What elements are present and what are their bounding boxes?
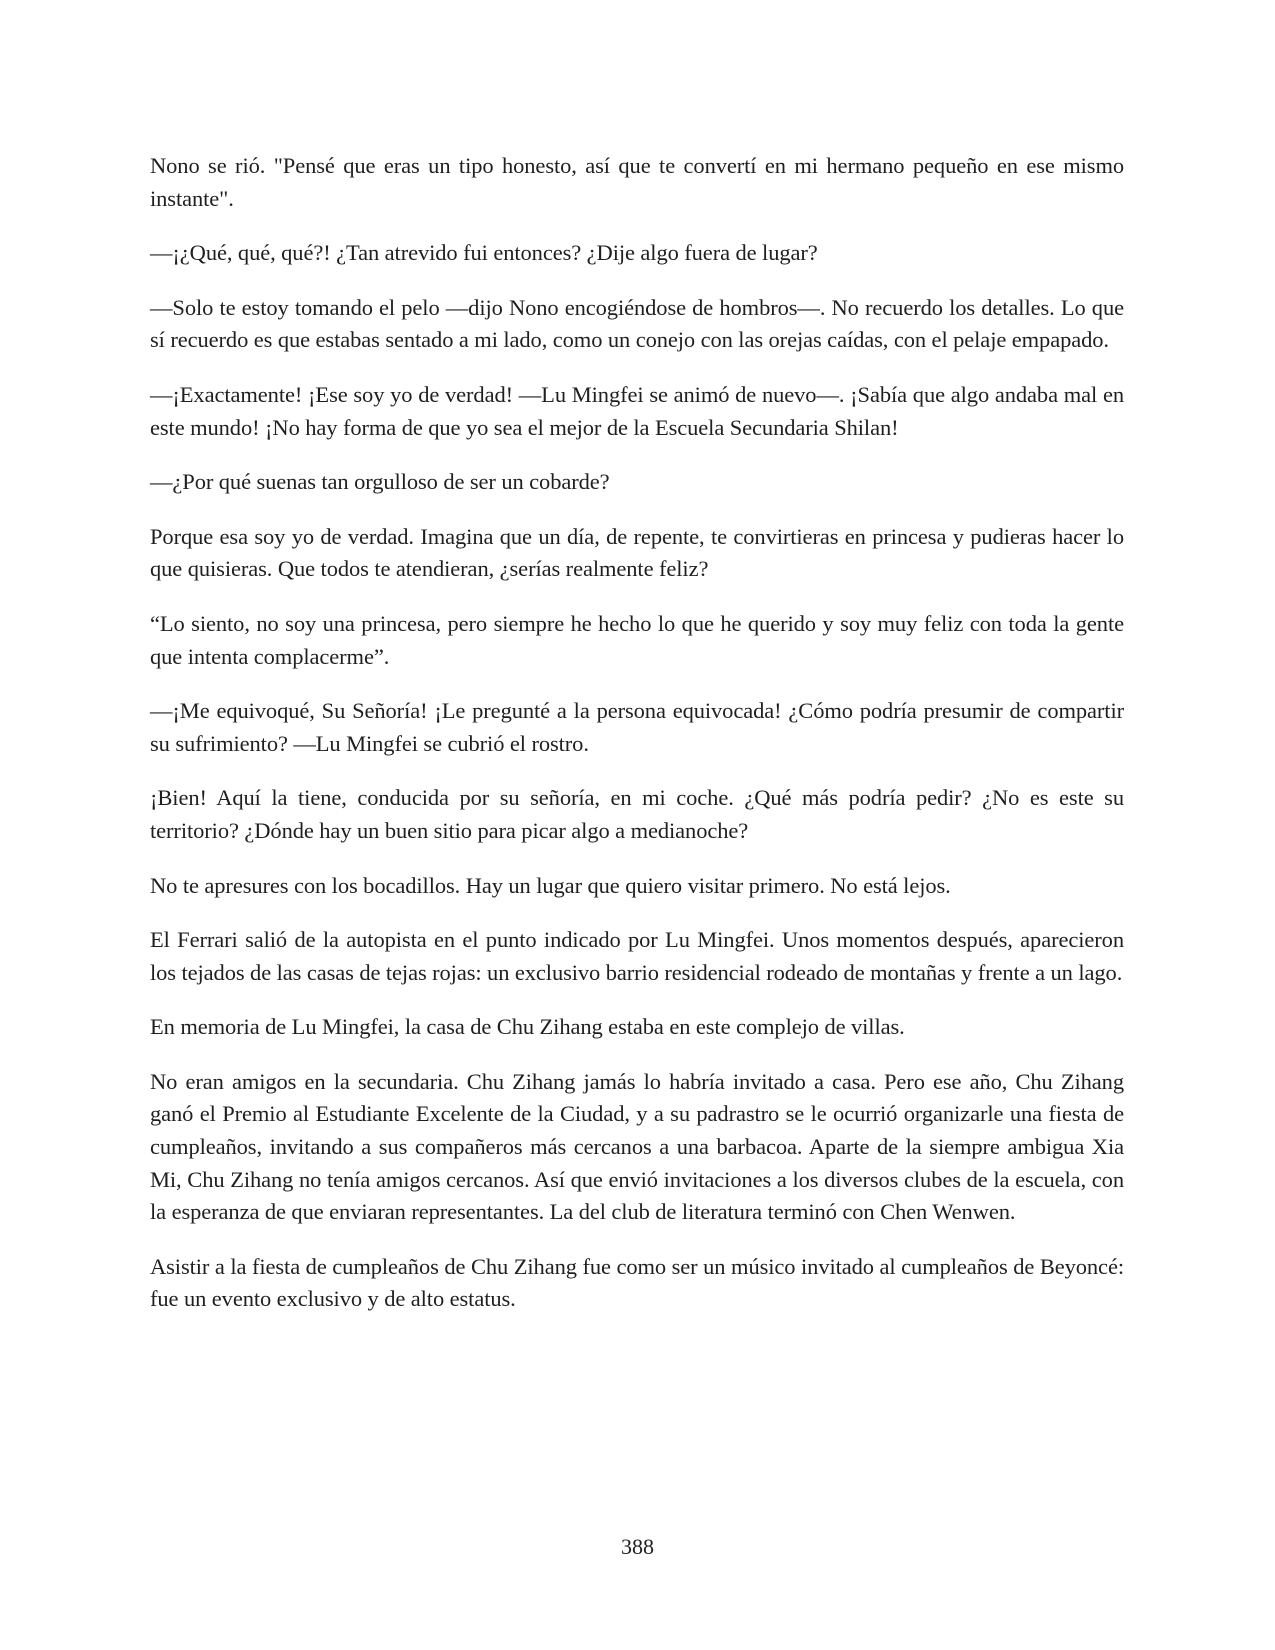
paragraph: Porque esa soy yo de verdad. Imagina que un día, de repente, te convirtieras en princesa y pudieras hacer lo que quisieras. Que todos te atendieran, ¿serías realmente feliz? [150, 523, 1124, 582]
paragraph: El Ferrari salió de la autopista en el punto indicado por Lu Mingfei. Unos momentos después, aparecieron los tejados de las casas de tejas rojas: un exclusivo barrio residencial rodeado de montañas y frente a un lago. [150, 927, 1124, 985]
paragraph: —¿Por qué suenas tan orgulloso de ser un cobarde? [150, 469, 610, 495]
paragraph: En memoria de Lu Mingfei, la casa de Chu Zihang estaba en este complejo de villas. [150, 1014, 905, 1040]
paragraph: —Solo te estoy tomando el pelo —dijo Nono encogiéndose de hombros—. No recuerdo los detalles. Lo que sí recuerdo es que estabas sentado a mi lado, como un conejo con las orejas caídas, con el pelaje empapado. [150, 294, 1124, 353]
page-body [150, 150, 1124, 1338]
page-number: 388 [621, 1534, 654, 1559]
paragraph: Nono se rió. "Pensé que eras un tipo honesto, así que te convertí en mi hermano pequeño en ese mismo instante". [150, 153, 1124, 211]
paragraph: No te apresures con los bocadillos. Hay un lugar que quiero visitar primero. No está lejos. [150, 872, 951, 898]
paragraph: No eran amigos en la secundaria. Chu Zihang jamás lo habría invitado a casa. Pero ese año, Chu Zihang ganó el Premio al Estudiante Excelente de la Ciudad, y a su padrastro se le ocurrió organizarle una fiesta de cumpleaños, invitando a sus compañeros más cercanos a una barbacoa. Aparte de la siempre ambigua Xia Mi, Chu Zihang no tenía amigos cercanos. Así que envió invitaciones a los diversos clubes de la escuela, con la esperanza de que enviaran representantes. La del club de literatura terminó con Chen Wenwen. [150, 1068, 1124, 1225]
paragraph: —¡Exactamente! ¡Ese soy yo de verdad! —Lu Mingfei se animó de nuevo—. ¡Sabía que algo andaba mal en este mundo! ¡No hay forma de que yo sea el mejor de la Escuela Secundaria Shilan! [150, 381, 1124, 440]
paragraph: ¡Bien! Aquí la tiene, conducida por su señoría, en mi coche. ¿Qué más podría pedir? ¿No es este su territorio? ¿Dónde hay un buen sitio para picar algo a medianoche? [150, 785, 1124, 843]
paragraph: —¡¿Qué, qué, qué?! ¿Tan atrevido fui entonces? ¿Dije algo fuera de lugar? [150, 240, 818, 266]
paragraph: —¡Me equivoqué, Su Señoría! ¡Le pregunté a la persona equivocada! ¿Cómo podría presumir de compartir su sufrimiento? —Lu Mingfei se cubrió el rostro. [150, 698, 1124, 756]
paragraph: Asistir a la fiesta de cumpleaños de Chu Zihang fue como ser un músico invitado al cumpleaños de Beyoncé: fue un evento exclusivo y de alto estatus. [150, 1253, 1124, 1312]
paragraph: “Lo siento, no soy una princesa, pero siempre he hecho lo que he querido y soy muy feliz con toda la gente que intenta complacerme”. [150, 610, 1124, 669]
